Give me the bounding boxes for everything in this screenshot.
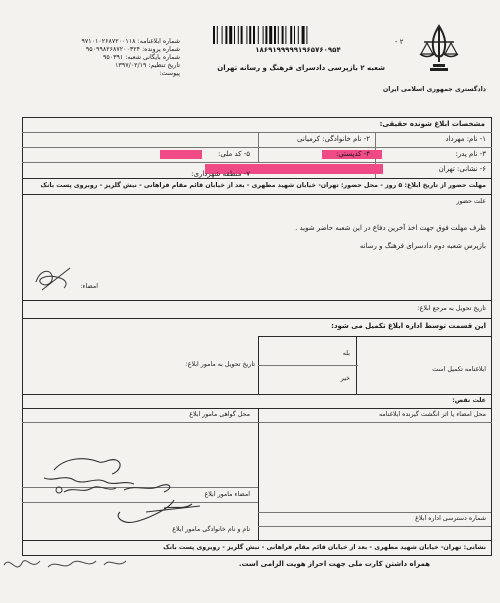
footer-note: همراه داشتن کارت ملی جهت احراز هویت الزامی است.	[238, 560, 430, 568]
option-no[interactable]: خیر	[340, 375, 350, 382]
officer-cert-label: محل گواهی مامور ابلاغ	[189, 411, 250, 418]
issue-date-row: تاریخ تنظیم: ۱۳۹۷/۰۲/۱۹	[115, 62, 180, 69]
handwritten-signature-icon	[24, 430, 214, 530]
notice-number-row: شماره ابلاغنامه: ۹۷۱۰۱۰۲۶۸۷۲۰۰۱۱۸	[81, 38, 180, 45]
field-national-code: ۵- کد ملی:	[217, 150, 250, 158]
access-number-label: شماره دسترسی اداره ابلاغ	[415, 515, 486, 522]
delivery-date-label: تاریخ تحویل به مرجع ابلاغ:	[417, 305, 486, 312]
flaw-label: علت نقص:	[452, 397, 486, 404]
case-number-row: شماره پرونده: ۹۵۰۹۹۸۲۶۸۷۲۰۰۳۲۴	[85, 46, 180, 53]
redaction-national-code	[160, 150, 202, 159]
barcode-number: ۱۸۶۹۱۹۹۹۹۹۱۹۶۵۷۶۰۹۵۴	[255, 46, 341, 54]
complete-question: ابلاغنامه تکمیل است	[432, 366, 486, 373]
field-address: ۶- نشانی: تهران	[438, 165, 486, 173]
field-municipality: ۷- منطقه شهرداری:	[191, 170, 250, 178]
header-info-block	[20, 38, 180, 78]
field-name: ۱- نام: مهرداد	[445, 135, 486, 143]
officer-name-label: نام و نام خانوادگی مامور ابلاغ	[172, 526, 250, 533]
receiver-sign-label: محل امضاء یا اثر انگشت گیرنده ابلاغنامه	[379, 411, 486, 418]
footer-address: نشانی: تهران- خیابان شهید مطهری - بعد از خیابان قائم مقام فراهانی - نبش گلریز - روبروی پست بانک	[163, 544, 486, 551]
field-postal-code: ۴- کدپستی:	[335, 150, 370, 158]
deadline-text: مهلت حضور از تاریخ ابلاغ: ۵ روز - محل حضور: تهران- خیابان شهید مطهری - بعد از خیابان قائم مقام فراهانی - نبش گلریز - روبروی پست بانک	[40, 182, 486, 189]
office-section-title: این قسمت توسط اداره ابلاغ تکمیل می شود:	[331, 322, 486, 330]
attachment-row: پیوست:	[159, 70, 180, 77]
emblem-mark: - ۲	[395, 38, 404, 46]
barcode	[213, 26, 373, 44]
option-yes[interactable]: بله	[342, 350, 350, 357]
officer-sign-label: امضاء مامور ابلاغ	[204, 491, 250, 498]
iran-emblem-icon	[418, 22, 460, 78]
judge-signature-icon	[30, 262, 75, 297]
reason-label: علت حضور	[456, 198, 486, 205]
person-section-title: مشخصات ابلاغ شونده حقیقی:	[379, 120, 485, 128]
branch-title: شعبه ۲ بازپرسی دادسرای فرهنگ و رسانه تهران	[217, 64, 385, 72]
emblem-caption: دادگستری جمهوری اسلامی ایران	[382, 86, 486, 93]
margin-handwriting-icon	[0, 545, 130, 585]
field-surname: ۲- نام خانوادگی: کرمیانی	[297, 135, 370, 143]
archive-number-row: شماره بایگانی شعبه: ۹۵۰۳۹۱	[102, 54, 180, 61]
signer-title: بازپرس شعبه دوم دادسرای فرهنگ و رسانه	[359, 242, 486, 250]
field-father: ۳- نام پدر:	[455, 150, 486, 158]
body-text: ظرف مهلت فوق جهت اخذ آخرین دفاع در این شعبه حاضر شوید .	[295, 224, 486, 232]
signature-label: امضاء:	[80, 283, 98, 290]
officer-delivery-label: تاریخ تحویل به مامور ابلاغ:	[185, 361, 255, 368]
